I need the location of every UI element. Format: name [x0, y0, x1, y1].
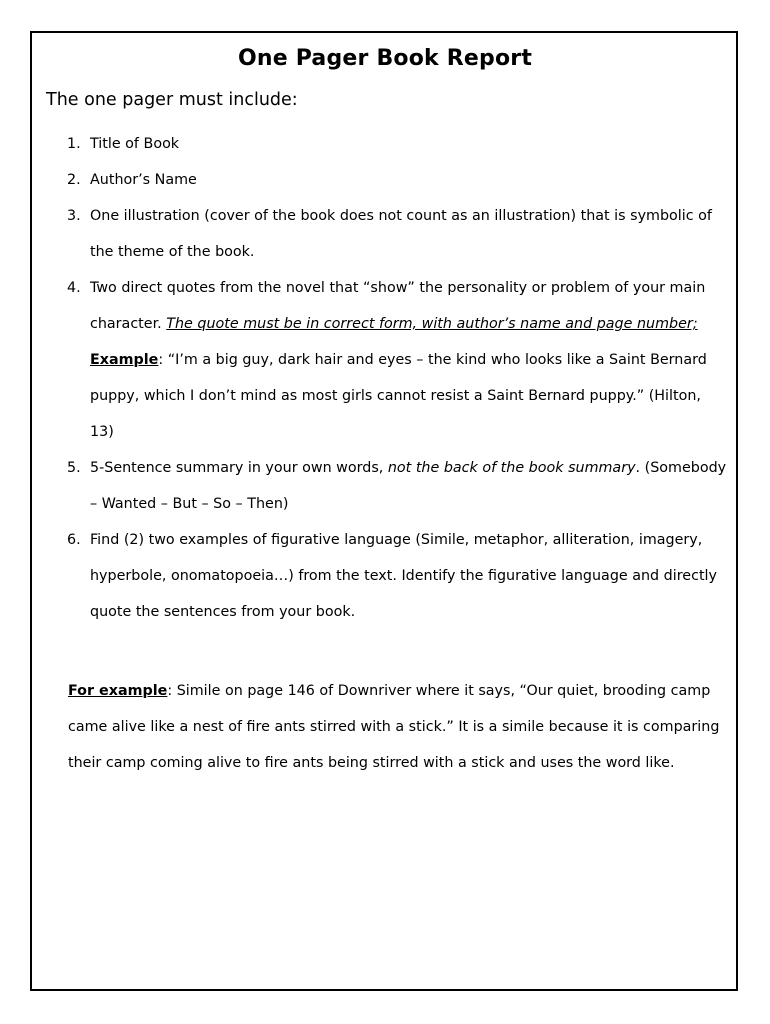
- list-number: 2.: [67, 172, 81, 188]
- list-item-text: One illustration (cover of the book does not count as an illustration) that is symbolic of the theme of the book.: [90, 208, 712, 260]
- summary-emphasis: not the back of the book summary: [387, 460, 636, 476]
- list-item-4: [67, 270, 727, 450]
- intro-text: The one pager must include:: [46, 90, 298, 110]
- requirements-list: [67, 126, 727, 630]
- list-item-text: Title of Book: [90, 136, 180, 152]
- example-text: : Simile on page 146 of Downriver where it says, “Our quiet, brooding camp came alive like a nest of fire ants stirred with a stick.” It is a simile because it is comparing their camp coming alive to fire ants being stirred with a stick and uses the word like.: [68, 683, 720, 771]
- page-title: One Pager Book Report: [237, 46, 533, 71]
- list-item-text: Find (2) two examples of figurative language (Simile, metaphor, alliteration, imagery, hyperbole, onomatopoeia…) from the text. Identify the figurative language and directly quote the sentences from your book.: [90, 532, 717, 620]
- list-item-6: [67, 522, 727, 630]
- list-item-text: 5-Sentence summary in your own words,: [90, 460, 388, 476]
- list-item-text: Two direct quotes from the novel that “show” the personality or problem of your main character.: [90, 280, 706, 332]
- list-item-5: [67, 450, 727, 522]
- example-quote: : “I’m a big guy, dark hair and eyes – the kind who looks like a Saint Bernard puppy, which I don’t mind as most girls cannot resist a Saint Bernard puppy.” (Hilton, 13): [90, 352, 707, 440]
- example-paragraph: [68, 673, 728, 781]
- summary-structure: . (Somebody – Wanted – But – So – Then): [90, 460, 727, 512]
- example-label: Example: [90, 352, 159, 368]
- list-number: 5.: [67, 460, 81, 476]
- list-item-2: [67, 162, 727, 198]
- list-item-3: [67, 198, 727, 270]
- quote-format-note: The quote must be in correct form, with author’s name and page number;: [166, 316, 698, 332]
- list-item-text: Author’s Name: [90, 172, 197, 188]
- list-number: 3.: [67, 208, 81, 224]
- list-item-1: [67, 126, 727, 162]
- list-number: 6.: [67, 532, 81, 548]
- list-number: 1.: [67, 136, 81, 152]
- list-number: 4.: [67, 280, 81, 296]
- for-example-label: For example: [68, 683, 168, 699]
